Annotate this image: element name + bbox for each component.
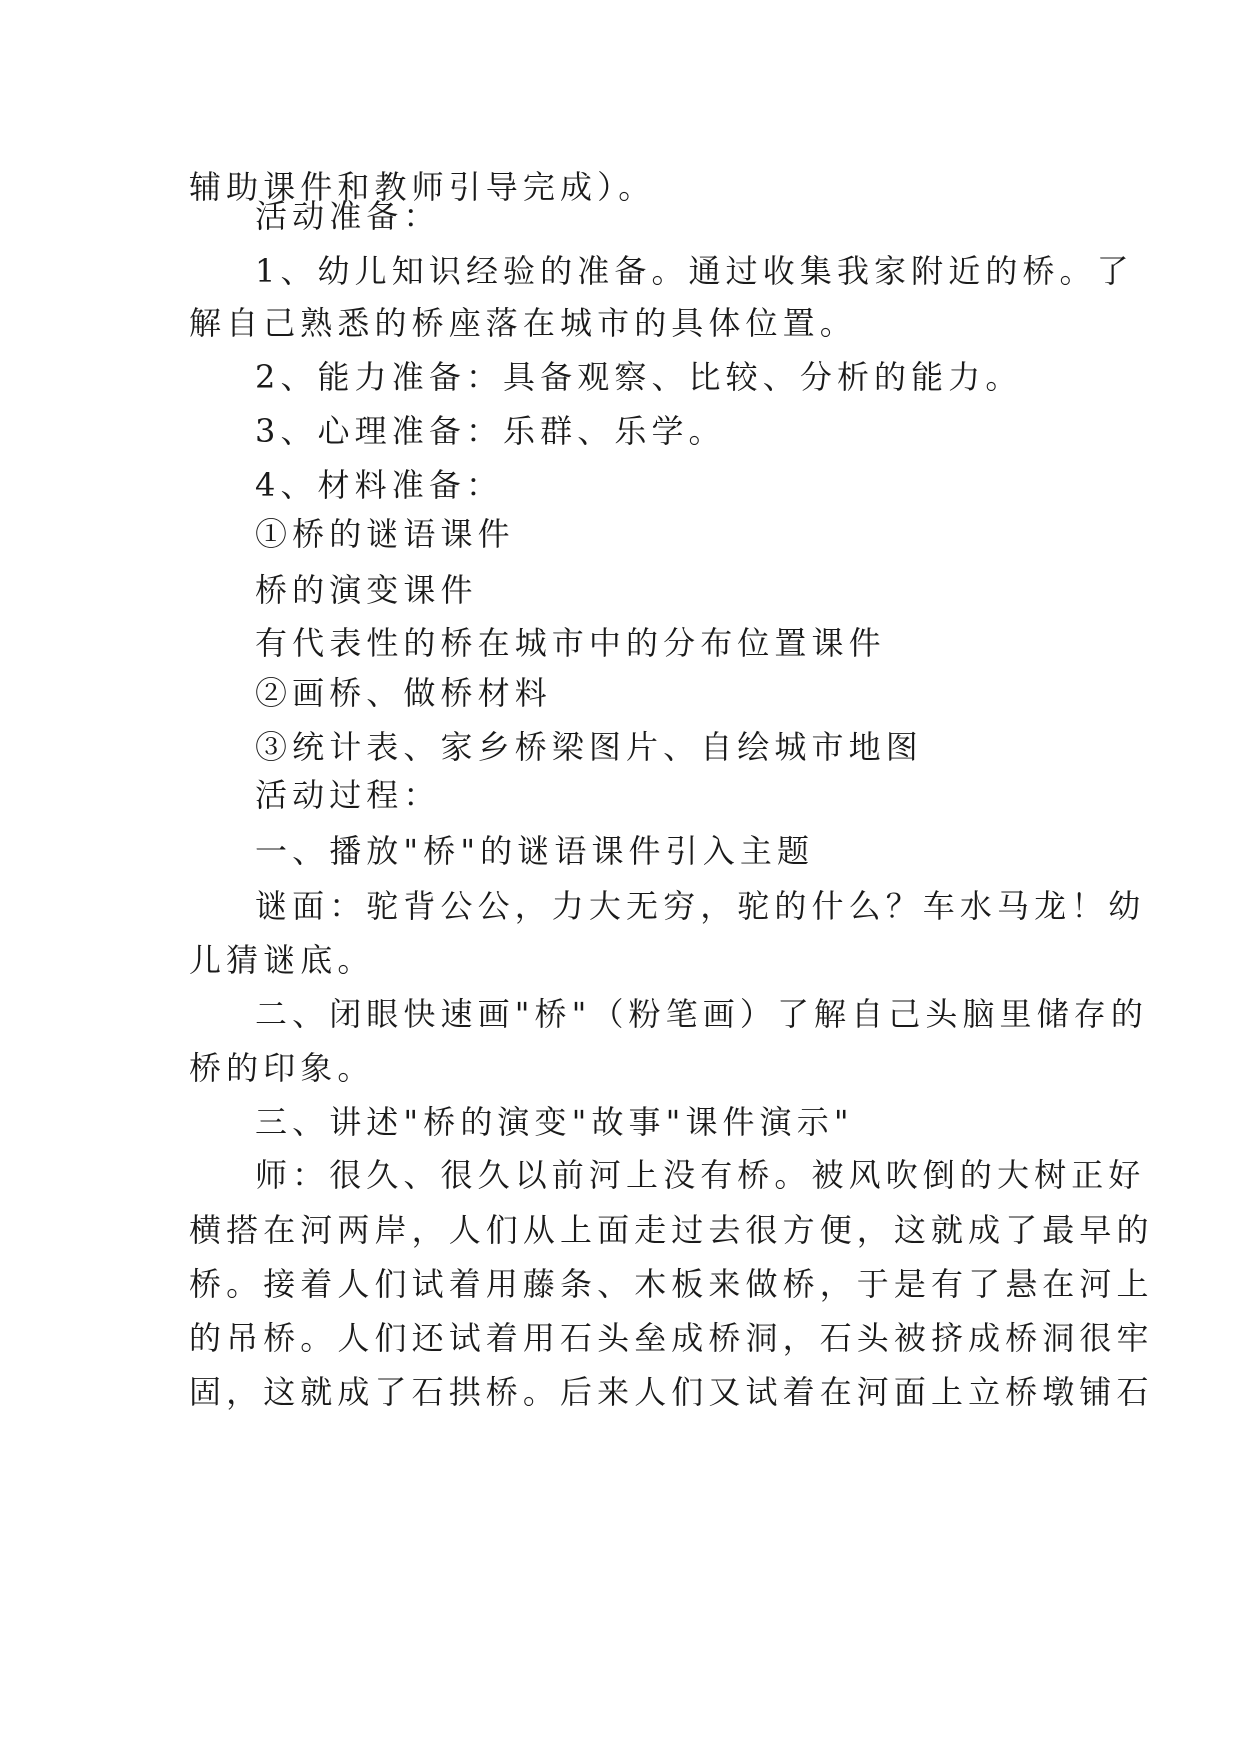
step-heading: 二、闭眼快速画"桥"（粉笔画）了解自己头脑里储存的 <box>255 995 1148 1033</box>
text-line: 横搭在河两岸，人们从上面走过去很方便，这就成了最早的 <box>189 1211 1154 1249</box>
section-heading-preparation: 活动准备： <box>255 197 441 235</box>
material-item: ③统计表、家乡桥梁图片、自绘城市地图 <box>255 728 923 766</box>
text-line: 谜面：驼背公公，力大无穷，驼的什么？车水马龙！幼 <box>255 887 1146 925</box>
list-item: 1、幼儿知识经验的准备。通过收集我家附近的桥。了 <box>255 252 1134 290</box>
list-item: 3、心理准备：乐群、乐学。 <box>255 412 726 450</box>
material-item: 桥的演变课件 <box>255 571 478 609</box>
text-line: 桥。接着人们试着用藤条、木板来做桥，于是有了悬在河上 <box>189 1265 1154 1303</box>
text-line: 桥的印象。 <box>189 1049 375 1087</box>
text-line: 固，这就成了石拱桥。后来人们又试着在河面上立桥墩铺石 <box>189 1373 1154 1411</box>
list-item: 4、材料准备： <box>255 466 504 504</box>
text-line: 师：很久、很久以前河上没有桥。被风吹倒的大树正好 <box>255 1156 1146 1194</box>
material-item: 有代表性的桥在城市中的分布位置课件 <box>255 624 886 662</box>
section-heading-process: 活动过程： <box>255 776 441 814</box>
material-item: ①桥的谜语课件 <box>255 515 515 553</box>
text-line: 儿猜谜底。 <box>189 941 375 979</box>
text-line: 的吊桥。人们还试着用石头垒成桥洞，石头被挤成桥洞很牢 <box>189 1319 1154 1357</box>
material-item: ②画桥、做桥材料 <box>255 674 552 712</box>
step-heading: 一、播放"桥"的谜语课件引入主题 <box>255 832 815 870</box>
text-line: 辅助课件和教师引导完成）。 <box>189 168 656 206</box>
list-item: 2、能力准备：具备观察、比较、分析的能力。 <box>255 358 1023 396</box>
step-heading: 三、讲述"桥的演变"故事"课件演示" <box>255 1103 854 1141</box>
text-line: 解自己熟悉的桥座落在城市的具体位置。 <box>189 304 857 342</box>
